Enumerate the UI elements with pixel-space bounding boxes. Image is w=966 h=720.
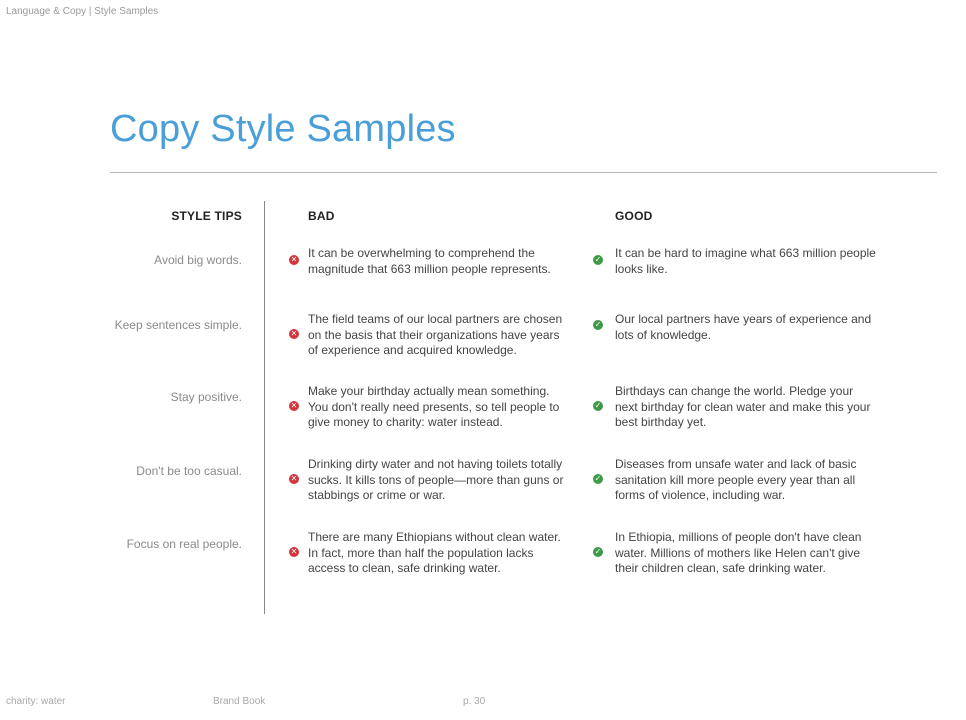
x-circle-icon: ✕ bbox=[290, 255, 298, 264]
column-divider bbox=[264, 201, 265, 614]
check-circle-icon: ✓ bbox=[594, 547, 602, 556]
check-circle-icon: ✓ bbox=[594, 401, 602, 410]
breadcrumb: Language & Copy | Style Samples bbox=[6, 6, 159, 17]
style-tip: Keep sentences simple. bbox=[114, 318, 242, 332]
check-circle-icon: ✓ bbox=[594, 474, 602, 483]
footer-page-number: p. 30 bbox=[463, 696, 486, 707]
header-style-tips: STYLE TIPS bbox=[171, 209, 242, 223]
footer-document: Brand Book bbox=[213, 696, 266, 707]
good-example: In Ethiopia, millions of people don't have clean water. Millions of mothers like Helen can't give their children clean, safe drinking water. bbox=[615, 530, 862, 575]
good-example: It can be hard to imagine what 663 million people looks like. bbox=[615, 246, 876, 276]
check-circle-icon: ✓ bbox=[594, 255, 602, 264]
x-circle-icon: ✕ bbox=[290, 474, 298, 483]
bad-example: Make your birthday actually mean something. You don't really need presents, so tell people to give money to charity: water instead. bbox=[308, 384, 560, 429]
bad-example: Drinking dirty water and not having toilets totally sucks. It kills tons of people—more than guns or stabbings or crime or war. bbox=[308, 457, 564, 502]
good-example: Diseases from unsafe water and lack of basic sanitation kill more people every year than all forms of violence, including war. bbox=[615, 457, 857, 502]
bad-example: There are many Ethiopians without clean water. In fact, more than half the population lacks access to clean, safe drinking water. bbox=[308, 530, 561, 575]
x-circle-icon: ✕ bbox=[290, 329, 298, 338]
style-tip: Avoid big words. bbox=[154, 253, 242, 267]
header-bad: BAD bbox=[308, 209, 335, 223]
style-tip: Don't be too casual. bbox=[136, 464, 242, 478]
style-tip: Focus on real people. bbox=[126, 537, 242, 551]
x-circle-icon: ✕ bbox=[290, 547, 298, 556]
check-circle-icon: ✓ bbox=[594, 320, 602, 329]
page-title: Copy Style Samples bbox=[110, 108, 456, 150]
title-divider bbox=[110, 172, 937, 173]
header-good: GOOD bbox=[615, 209, 653, 223]
good-example: Our local partners have years of experience and lots of knowledge. bbox=[615, 312, 872, 342]
x-circle-icon: ✕ bbox=[290, 401, 298, 410]
style-tip: Stay positive. bbox=[170, 390, 242, 404]
footer-brand: charity: water bbox=[6, 696, 66, 707]
good-example: Birthdays can change the world. Pledge your next birthday for clean water and make this your best birthday yet. bbox=[615, 384, 871, 429]
bad-example: It can be overwhelming to comprehend the magnitude that 663 million people represents. bbox=[308, 246, 551, 276]
bad-example: The field teams of our local partners are chosen on the basis that their organizations have years of experience and acquired knowledge. bbox=[308, 312, 563, 357]
